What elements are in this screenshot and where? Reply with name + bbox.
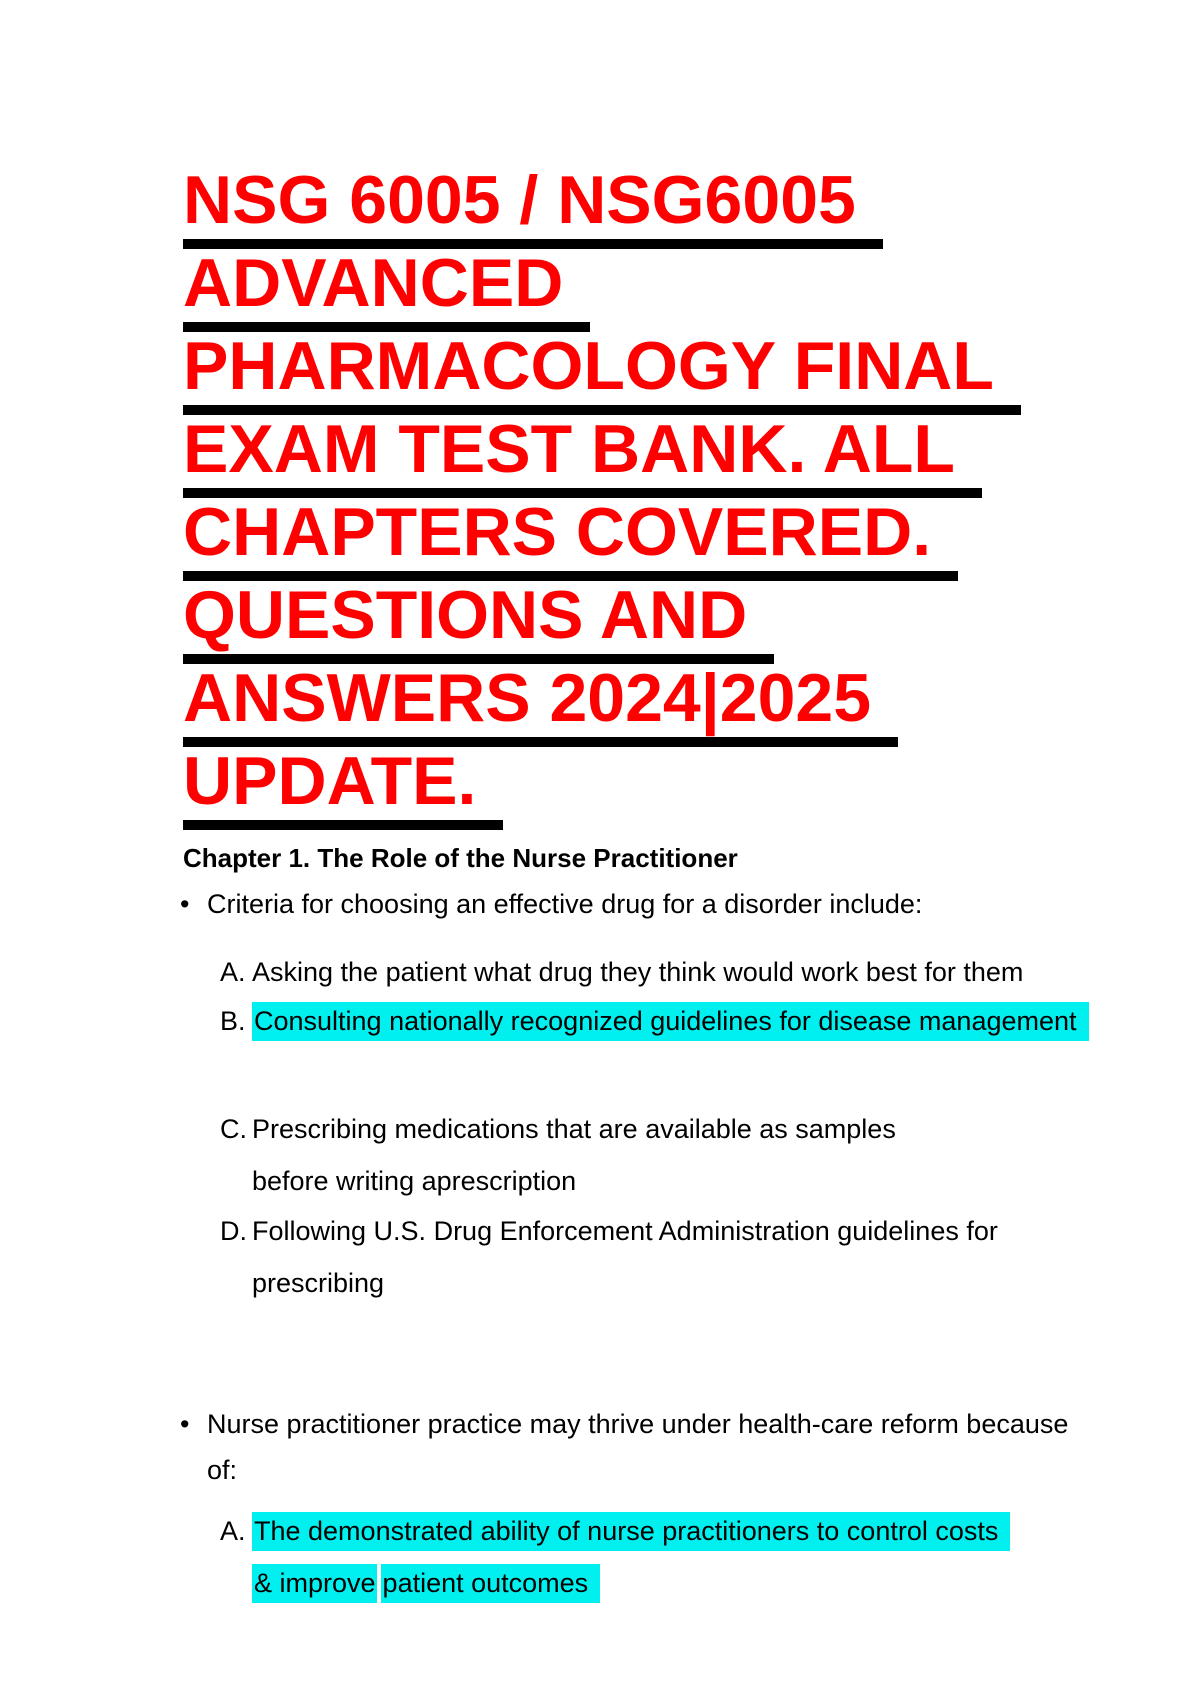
option-letter: D.	[220, 1216, 247, 1246]
option-letter: C.	[220, 1114, 247, 1144]
bullet-dot: •	[180, 889, 190, 919]
document-title-text: ANSWERS 2024|2025	[183, 664, 898, 747]
document-title-text: NSG 6005 / NSG6005	[183, 166, 883, 249]
highlighted-answer: patient outcomes	[381, 1564, 601, 1603]
highlighted-answer: Consulting nationally recognized guidelines for disease management	[252, 1002, 1089, 1041]
option-text	[252, 1205, 998, 1309]
option-text-line: Following U.S. Drug Enforcement Administration guidelines for	[252, 1216, 998, 1246]
option-letter: A.	[220, 957, 246, 987]
document-title-line	[183, 494, 1021, 581]
document-title-text: ADVANCED	[183, 249, 590, 332]
document-title-line	[183, 577, 1021, 664]
highlighted-answer: The demonstrated ability of nurse practitioners to control costs	[252, 1512, 1010, 1551]
q1-option-c	[220, 1103, 896, 1207]
option-text	[252, 1505, 1010, 1609]
q1-option-b	[220, 995, 1089, 1047]
question-2	[180, 1401, 1068, 1493]
option-letter: A.	[220, 1516, 246, 1546]
question-2-line: of:	[207, 1455, 238, 1485]
option-text-line	[252, 1505, 1010, 1557]
question-2-line: Nurse practitioner practice may thrive under health-care reform because	[207, 1409, 1069, 1439]
document-title-text: CHAPTERS COVERED.	[183, 498, 958, 581]
option-text	[252, 1103, 896, 1207]
document-title-line	[183, 245, 1021, 332]
option-text-line	[252, 1557, 1010, 1609]
document-title-text: QUESTIONS AND	[183, 581, 774, 664]
document-title-line	[183, 162, 1021, 249]
document-title-text: PHARMACOLOGY FINAL	[183, 332, 1021, 415]
document-title	[183, 162, 1021, 830]
chapter-heading: Chapter 1. The Role of the Nurse Practitioner	[183, 843, 738, 873]
question-1	[180, 881, 922, 927]
document-title-line	[183, 328, 1021, 415]
document-title-line	[183, 660, 1021, 747]
document-title-text: EXAM TEST BANK. ALL	[183, 415, 982, 498]
q2-option-a	[220, 1505, 1010, 1609]
document-title-text: UPDATE.	[183, 747, 503, 830]
bullet-dot: •	[180, 1409, 190, 1439]
q1-option-a	[220, 946, 1023, 998]
document-title-line	[183, 411, 1021, 498]
highlighted-answer: & improve	[252, 1564, 377, 1603]
option-text-line: prescribing	[252, 1268, 385, 1298]
option-text	[252, 995, 1089, 1047]
option-text: Asking the patient what drug they think would work best for them	[252, 957, 1024, 987]
q1-option-d	[220, 1205, 998, 1309]
option-text-line: Prescribing medications that are available as samples	[252, 1114, 896, 1144]
option-text-line: before writing aprescription	[252, 1166, 577, 1196]
document-title-line	[183, 743, 1021, 830]
question-2-text	[207, 1401, 1068, 1493]
option-letter: B.	[220, 1006, 246, 1036]
question-1-text: Criteria for choosing an effective drug for a disorder include:	[207, 889, 923, 919]
